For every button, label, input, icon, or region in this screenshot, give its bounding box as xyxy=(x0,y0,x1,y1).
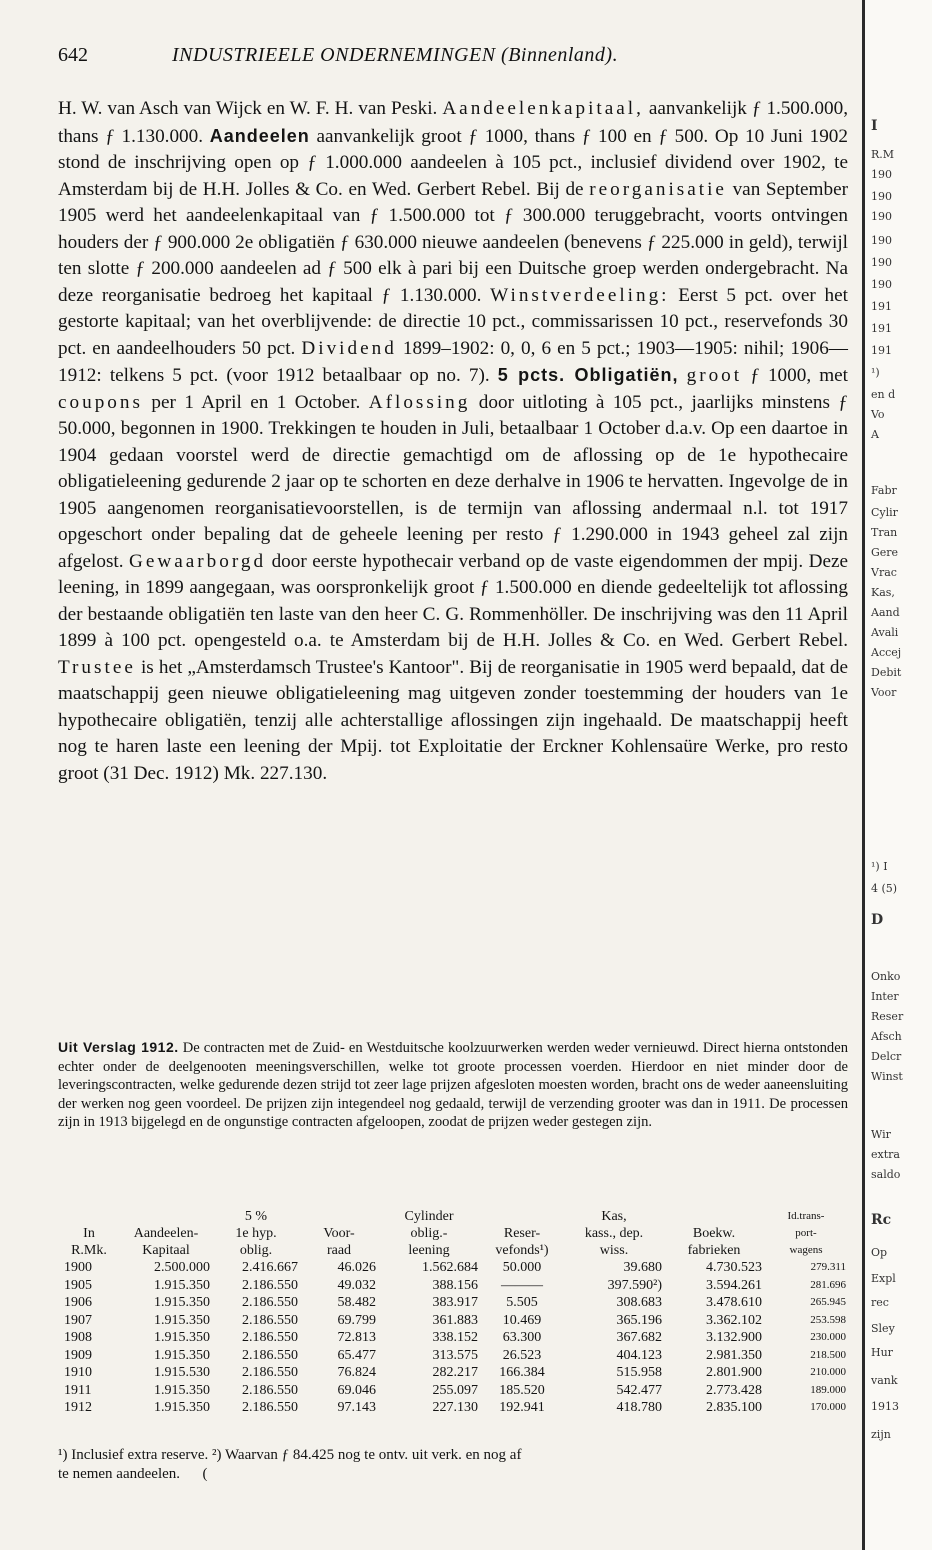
table-cell-kapitaal: 1.915.350 xyxy=(154,1382,210,1398)
table-cell-kapitaal: 1.915.530 xyxy=(154,1365,210,1380)
table-cell-boekw: 3.478.610 xyxy=(706,1295,762,1310)
bleed-text-fragment: 190 xyxy=(871,210,892,223)
table-cell-kapitaal: 1.915.350 xyxy=(154,1400,210,1415)
header-cell: Voor- xyxy=(323,1226,355,1241)
dividend-label: Dividend xyxy=(301,337,397,359)
table-cell-wagens: 279.311 xyxy=(810,1261,846,1273)
financial-table xyxy=(58,1208,848,1417)
bleed-text-fragment: 191 xyxy=(871,344,892,357)
table-cell-year: 1908 xyxy=(64,1330,92,1345)
table-cell-oblig: 2.186.550 xyxy=(242,1400,298,1415)
table-cell-reserve: 26.523 xyxy=(502,1347,542,1363)
table-cell-voorraad: 97.143 xyxy=(337,1400,376,1415)
bleed-text-fragment: vank xyxy=(871,1374,898,1387)
table-cell-reserve: 185.520 xyxy=(499,1382,545,1398)
header-cell: oblig.- xyxy=(410,1226,448,1241)
table-cell-cylinder: 282.217 xyxy=(432,1365,478,1380)
table-cell-reserve: 50.000 xyxy=(502,1260,542,1275)
table-cell-kas: 367.682 xyxy=(616,1330,662,1345)
table-cell-cylinder: 388.156 xyxy=(432,1277,478,1293)
table-cell-reserve: 63.300 xyxy=(502,1330,542,1345)
table-cell-oblig: 2.186.550 xyxy=(242,1312,298,1328)
table-cell-kapitaal: 1.915.350 xyxy=(154,1330,210,1345)
shares-text: aanvankelijk groot ƒ 1000, thans ƒ 100 en ƒ 500. Op 10 Juni 1902 stond de inschrijving open op ƒ 1.000.000 aandeelen à 105 pct., inclusief dividend over 1902, te Amsterdam bij de H.H. Jolles & Co. en Wed. Gerbert Rebel. Bij de xyxy=(58,125,848,200)
bleed-text-fragment: Vo xyxy=(871,408,885,421)
header-cell: Kas, xyxy=(601,1209,627,1224)
company-description xyxy=(58,96,848,787)
table-cell-reserve: 5.505 xyxy=(506,1295,538,1310)
bleed-text-fragment: 190 xyxy=(871,278,892,291)
bleed-text-fragment: Onko xyxy=(871,970,901,983)
bleed-text-fragment: I xyxy=(871,118,878,134)
header-cell: Kapitaal xyxy=(142,1243,190,1258)
table-cell-oblig: 2.186.550 xyxy=(242,1382,298,1398)
coupon-dates-text: per 1 April en 1 October. xyxy=(142,391,369,413)
table-cell-cylinder: 383.917 xyxy=(432,1295,478,1310)
bleed-text-fragment: 190 xyxy=(871,168,892,181)
table-row xyxy=(58,1329,848,1347)
running-title: INDUSTRIEELE ONDERNEMINGEN (Binnenland). xyxy=(172,44,619,66)
dividend-text: 1899–1902: 0, 0, 6 en 5 pct.; 1903—1905: nihil; 1906—1912: telkens 5 pct. (voor 1912 betaalbaar op no. 7). xyxy=(58,337,848,386)
bleed-text-fragment: Vrac xyxy=(871,566,897,579)
table-cell-reserve: 166.384 xyxy=(499,1365,545,1380)
table-cell-wagens: 170.000 xyxy=(810,1401,846,1413)
guarantee-text: door eerste hypothecair verband op de vaste eigendommen der mpij. Deze leening, in 1899 aangegaan, was oorspronkelijk groot ƒ 1.500.000 en diende gedeeltelijk tot aflossing der bestaande obligatiën ten laste van den heer C. G. Rommenhöller. De inschrijving was den 11 April 1899 à 100 pct. opengesteld o.a. te Amsterdam bij de H.H. Jolles & Co. en Wed. Gerbert Rebel. xyxy=(58,550,848,651)
winstverdeeling-label: Winstverdeeling: xyxy=(490,284,670,306)
table-cell-year: 1909 xyxy=(64,1347,92,1363)
table-cell-voorraad: 46.026 xyxy=(337,1260,376,1275)
table-cell-reserve: 192.941 xyxy=(499,1400,545,1415)
bleed-text-fragment: Delcr xyxy=(871,1050,902,1063)
bleed-text-fragment: Avali xyxy=(871,626,899,639)
table-cell-boekw: 2.801.900 xyxy=(706,1365,762,1380)
table-cell-boekw: 2.835.100 xyxy=(706,1400,762,1415)
report-heading: Uit Verslag 1912. xyxy=(58,1039,179,1055)
bleed-text-fragment: 1913 xyxy=(871,1400,899,1413)
reorganisatie-label: reorganisatie xyxy=(589,178,727,200)
header-cell: 5 % xyxy=(244,1209,268,1224)
bleed-text-fragment: 190 xyxy=(871,256,892,269)
table-cell-voorraad: 69.799 xyxy=(337,1312,376,1328)
header-cell: Aandeelen- xyxy=(133,1226,199,1241)
bleed-text-fragment: Voor xyxy=(871,686,897,699)
table-cell-voorraad: 69.046 xyxy=(337,1382,376,1398)
bleed-text-fragment: Wir xyxy=(871,1128,891,1141)
bleed-text-fragment: en d xyxy=(871,388,896,401)
bleed-text-fragment: extra xyxy=(871,1148,900,1161)
bleed-text-fragment: Winst xyxy=(871,1070,903,1083)
table-cell-boekw: 3.594.261 xyxy=(706,1277,762,1293)
table-cell-voorraad: 72.813 xyxy=(337,1330,376,1345)
bleed-text-fragment: Kas, xyxy=(871,586,895,599)
bleed-text-fragment: 191 xyxy=(871,300,892,313)
directors-text: H. W. van Asch van Wijck en W. F. H. van Peski. xyxy=(58,98,443,119)
header-cell: port- xyxy=(795,1227,817,1239)
table-row xyxy=(58,1382,848,1400)
header-cell: Cylinder xyxy=(404,1209,454,1224)
table-row xyxy=(58,1312,848,1330)
table-cell-kas: 365.196 xyxy=(616,1312,662,1328)
table-cell-year: 1900 xyxy=(64,1260,92,1275)
table-cell-year: 1912 xyxy=(64,1400,92,1415)
table-cell-voorraad: 65.477 xyxy=(337,1347,376,1363)
bond-size-text: ƒ 1000, met xyxy=(742,365,849,386)
table-cell-kas: 542.477 xyxy=(616,1382,662,1398)
header-cell xyxy=(120,1208,212,1225)
table-cell-kapitaal: 2.500.000 xyxy=(154,1260,210,1275)
table-cell-kapitaal: 1.915.350 xyxy=(154,1312,210,1328)
table-cell-boekw: 4.730.523 xyxy=(706,1260,762,1275)
bleed-text-fragment: Tran xyxy=(871,526,898,539)
header-cell: Id.trans- xyxy=(787,1210,825,1222)
table-cell-cylinder: 1.562.684 xyxy=(422,1260,478,1275)
header-cell xyxy=(300,1208,378,1225)
table-cell-boekw: 3.362.102 xyxy=(706,1312,762,1328)
obligatien-label: 5 pcts. Obligatiën, xyxy=(497,365,679,385)
report-paragraph xyxy=(58,1038,848,1132)
header-cell: R.Mk. xyxy=(71,1243,107,1258)
aflossing-label: Aflossing xyxy=(368,391,471,413)
table-row xyxy=(58,1294,848,1312)
table-header-row-bottom xyxy=(58,1242,848,1259)
main-paragraph xyxy=(58,96,848,787)
header-cell: In xyxy=(83,1226,95,1241)
table-cell-oblig: 2.186.550 xyxy=(242,1347,298,1363)
footnote-line: te nemen aandeelen. ( xyxy=(58,1466,208,1482)
table-cell-boekw: 2.981.350 xyxy=(706,1347,762,1363)
table-cell-wagens: 230.000 xyxy=(810,1331,846,1343)
table-cell-cylinder: 313.575 xyxy=(432,1347,478,1363)
table-cell-year: 1911 xyxy=(64,1382,92,1398)
bleed-text-fragment: 4 (5) xyxy=(871,882,898,895)
bleed-text-fragment: Sley xyxy=(871,1322,895,1335)
table-cell-boekw: 3.132.900 xyxy=(706,1330,762,1345)
footnotes xyxy=(58,1446,848,1484)
bleed-text-fragment: ¹) I xyxy=(871,860,888,873)
header-cell: kass., dep. xyxy=(584,1226,644,1241)
header-cell: oblig. xyxy=(239,1243,273,1258)
bleed-text-fragment: Gere xyxy=(871,546,899,559)
table-cell-wagens: 265.945 xyxy=(810,1296,846,1308)
bleed-text-fragment: Aand xyxy=(871,606,900,619)
table-row xyxy=(58,1259,848,1277)
header-cell: vefonds¹) xyxy=(495,1243,549,1258)
table-cell-kas: 404.123 xyxy=(616,1347,662,1363)
table-cell-oblig: 2.186.550 xyxy=(242,1277,298,1293)
bleed-text-fragment: rec xyxy=(871,1296,889,1309)
table-cell-oblig: 2.416.667 xyxy=(242,1260,298,1275)
reorganisation-text: van September 1905 werd het aandeelenkapitaal van ƒ 1.500.000 tot ƒ 300.000 teruggebracht, voorts ontvingen houders der ƒ 900.000 2e obligatiën ƒ 630.000 nieuwe aandeelen (benevens ƒ 225.000 in geld), terwijl ten slotte ƒ 200.000 aandeelen ad ƒ 500 elk à pari bij een Duitsche groep werden ondergebracht. Na deze reorganisatie bedroeg het kapitaal ƒ 1.130.000. xyxy=(58,178,848,306)
table-cell-kas: 418.780 xyxy=(616,1400,662,1415)
profit-text: Eerst 5 pct. over het gestorte kapitaal; van het overblijvende: de directie 10 pct., commissarissen 10 pct., reservefonds 30 pct. en aandeelhouders 50 pct. xyxy=(58,284,848,359)
table-cell-wagens: 218.500 xyxy=(810,1348,846,1361)
header-cell: Boekw. xyxy=(692,1226,736,1241)
capital-text: aanvankelijk ƒ 1.500.000, thans ƒ 1.130.000. xyxy=(58,98,848,147)
bleed-text-fragment: R.M xyxy=(871,148,895,161)
table-cell-kas: 397.590²) xyxy=(607,1277,662,1293)
bleed-text-fragment: Fabr xyxy=(871,484,897,497)
spacer-text xyxy=(678,365,686,386)
bleed-text-fragment: D xyxy=(871,912,884,928)
table-cell-year: 1910 xyxy=(64,1365,92,1380)
bleed-text-fragment: 190 xyxy=(871,190,892,203)
next-page-edge xyxy=(862,0,932,1550)
table-header-row-top xyxy=(58,1208,848,1225)
bleed-text-fragment: zijn xyxy=(871,1428,891,1441)
table-cell-cylinder: 227.130 xyxy=(432,1400,478,1415)
table-cell-kas: 515.958 xyxy=(616,1365,662,1380)
bleed-text-fragment: Rc xyxy=(871,1212,892,1228)
table-cell-cylinder: 255.097 xyxy=(432,1382,478,1398)
table-cell-cylinder: 361.883 xyxy=(432,1312,478,1328)
annual-report-excerpt xyxy=(58,1038,848,1132)
header-cell: fabrieken xyxy=(687,1243,741,1258)
header-cell: wiss. xyxy=(599,1243,629,1258)
report-text: De contracten met de Zuid- en Westduitsche koolzuurwerken werden weder vernieuwd. Direct hierna ontstonden echter onder de deelgenooten meeningsverschillen, welke tot groote processen voerden. Hierdoor en niet minder door de leveringscontracten, welke gedurende dezen strijd tot zeer lage prijzen afgesloten moesten worden, bracht ons de weder aaneensluiting der werken nog geen voordeel. De prijzen zijn integendeel nog gedaald, terwijl de verzending grooter was dan in 1911. De processen zijn in 1913 bijgelegd en de ongunstige contracten afgeloopen, zoodat de prijzen weder gestegen zijn. xyxy=(58,1040,848,1130)
table-cell-kapitaal: 1.915.350 xyxy=(154,1277,210,1293)
table-cell-wagens: 189.000 xyxy=(810,1383,846,1396)
table-cell-year: 1905 xyxy=(64,1277,92,1293)
footnote-line: ¹) Inclusief extra reserve. ²) Waarvan ƒ 84.425 nog te ontv. uit verk. en nog af xyxy=(58,1447,522,1463)
bleed-text-fragment: Inter xyxy=(871,990,899,1003)
table-cell-voorraad: 49.032 xyxy=(337,1277,376,1293)
table-body xyxy=(58,1259,848,1417)
trustee-text: is het „Amsterdamsch Trustee's Kantoor". Bij de reorganisatie in 1905 werd bepaald, dat de maatschappij geen nieuwe obligatieleening mag uitgeven zonder toestemming der houders van 1e hypothecaire obligatiën, tenzij alle achterstallige aflossingen zijn ingehaald. De maatschappij heeft nog te haren laste een leening der Mpij. tot Exploitatie der Erckner Kohlensaüre Werke, pro resto groot (31 Dec. 1912) Mk. 227.130. xyxy=(58,656,848,784)
header-cell: raad xyxy=(326,1243,352,1258)
bleed-text-fragment: saldo xyxy=(871,1168,901,1181)
bleed-text-fragment: Accej xyxy=(871,646,902,659)
table-cell-kas: 39.680 xyxy=(623,1260,662,1275)
table-cell-reserve: ——— xyxy=(501,1277,543,1293)
header-cell: 1e hyp. xyxy=(235,1226,277,1241)
groot-label: groot xyxy=(686,365,743,386)
table-cell-reserve: 10.469 xyxy=(502,1312,542,1328)
table-cell-cylinder: 338.152 xyxy=(432,1330,478,1345)
aandeelenkapitaal-label: Aandeelenkapitaal, xyxy=(442,98,644,119)
table-cell-voorraad: 58.482 xyxy=(337,1295,376,1310)
bleed-text-fragment: Op xyxy=(871,1246,888,1259)
header-cell xyxy=(480,1208,564,1225)
bleed-text-fragment: 191 xyxy=(871,322,892,335)
bleed-text-fragment: Debit xyxy=(871,666,902,679)
table-cell-kapitaal: 1.915.350 xyxy=(154,1347,210,1363)
table-cell-boekw: 2.773.428 xyxy=(706,1382,762,1398)
bleed-text-fragment: Expl xyxy=(871,1272,896,1285)
table-cell-wagens: 253.598 xyxy=(810,1313,846,1326)
table-cell-kapitaal: 1.915.350 xyxy=(154,1295,210,1310)
bleed-text-fragment: A xyxy=(871,428,879,441)
table-cell-oblig: 2.186.550 xyxy=(242,1295,298,1310)
table-cell-year: 1907 xyxy=(64,1312,92,1328)
bleed-text-fragment: ¹) xyxy=(871,366,880,379)
table-cell-oblig: 2.186.550 xyxy=(242,1365,298,1380)
table-row xyxy=(58,1347,848,1365)
table-cell-voorraad: 76.824 xyxy=(337,1365,376,1380)
table-cell-oblig: 2.186.550 xyxy=(242,1330,298,1345)
trustee-label: Trustee xyxy=(58,656,136,678)
table-cell-wagens: 210.000 xyxy=(810,1366,846,1378)
header-cell: leening xyxy=(408,1243,450,1258)
aandeelen-label: Aandeelen xyxy=(209,125,310,146)
gewaarborgd-label: Gewaarborgd xyxy=(129,550,267,572)
header-cell xyxy=(58,1208,120,1225)
table-header-row-mid xyxy=(58,1225,848,1242)
table-cell-year: 1906 xyxy=(64,1295,92,1310)
bleed-text-fragment: 190 xyxy=(871,234,892,247)
bleed-text-fragment: Reser xyxy=(871,1010,904,1023)
bleed-text-fragment: Hur xyxy=(871,1346,893,1359)
bleed-text-fragment: Afsch xyxy=(871,1030,902,1043)
coupons-label: coupons xyxy=(58,391,143,413)
table-row xyxy=(58,1364,848,1382)
table-cell-wagens: 281.696 xyxy=(810,1278,846,1291)
bleed-text-fragment: Cylir xyxy=(871,506,898,519)
header-cell: wagens xyxy=(789,1244,823,1256)
table-row xyxy=(58,1277,848,1295)
redemption-text: door uitloting à 105 pct., jaarlijks minstens ƒ 50.000, begonnen in 1900. Trekkingen te houden in Juli, betaalbaar 1 October d.a.v. Op een daartoe in 1904 gedaan voorstel werd de directie gemachtigd om de aflossing op de 1e hypothecaire obligatieleening gedurende 2 jaar op te schorten en deze derhalve in 1906 te hervatten. Ingevolge de in 1905 aangenomen reorganisatievoorstellen, is de termijn van aflossing andermaal n.l. tot 1917 opgeschort onder bepaling dat de geheele leening per resto ƒ 1.290.000 in 1943 geheel zal zijn afgelost. xyxy=(58,391,848,572)
table-cell-kas: 308.683 xyxy=(616,1295,662,1310)
table-row xyxy=(58,1399,848,1417)
page-number: 642 xyxy=(58,44,88,66)
header-cell: Reser- xyxy=(503,1226,541,1241)
header-cell xyxy=(664,1208,764,1225)
